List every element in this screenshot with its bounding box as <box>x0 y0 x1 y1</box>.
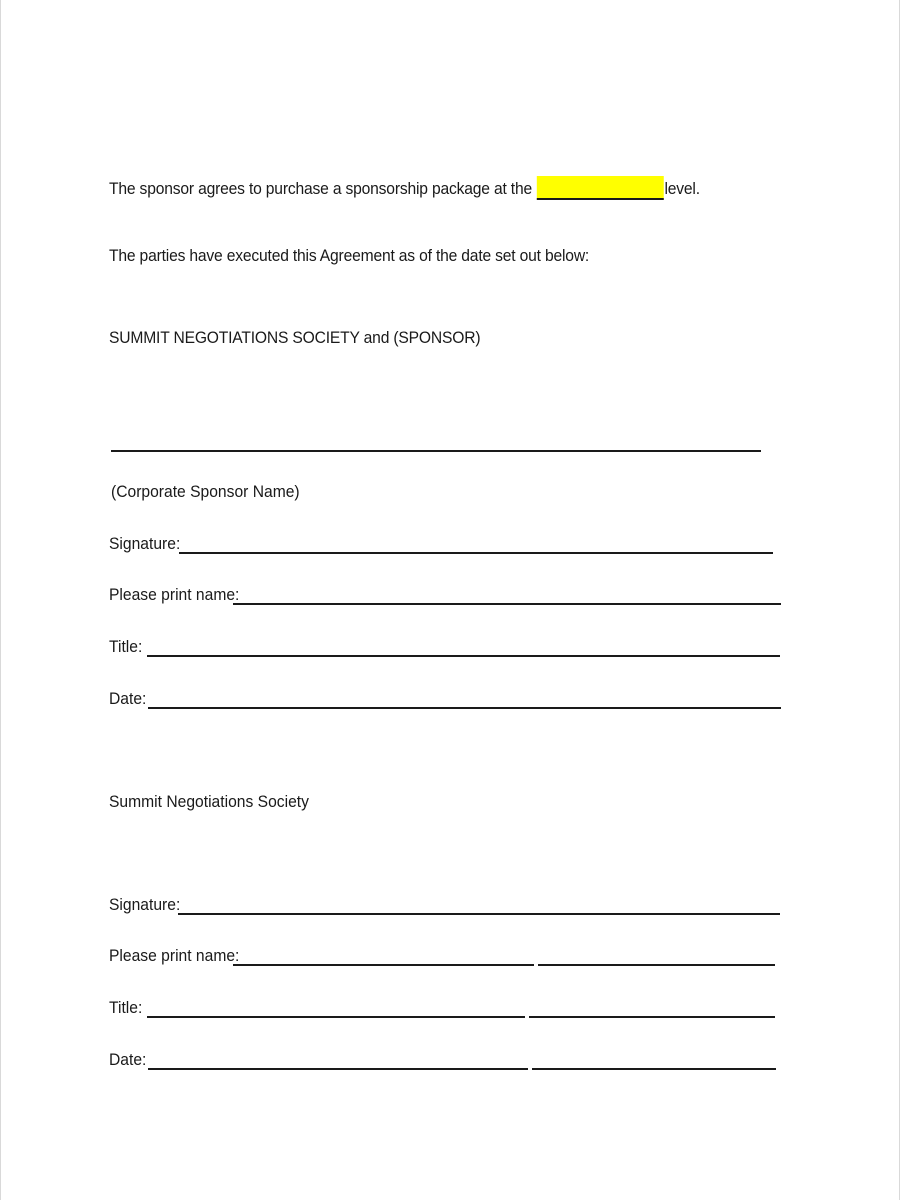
society-print-name-line-left[interactable] <box>233 964 534 966</box>
society-title-line-left[interactable] <box>147 1016 525 1018</box>
sponsor-level-suffix: level. <box>664 179 700 198</box>
sponsor-print-name-label: Please print name: <box>109 585 240 604</box>
sponsor-date-line[interactable] <box>148 707 781 709</box>
sponsor-print-name-line[interactable] <box>233 603 781 605</box>
society-title-label: Title: <box>109 998 143 1017</box>
sponsor-title-label: Title: <box>109 637 143 656</box>
corporate-sponsor-caption: (Corporate Sponsor Name) <box>111 482 300 501</box>
sponsor-level-text: The sponsor agrees to purchase a sponsorship package at the <box>109 179 532 198</box>
society-date-label: Date: <box>109 1050 147 1069</box>
society-title-line-right[interactable] <box>529 1016 775 1018</box>
sponsor-level-blank[interactable] <box>537 176 664 200</box>
society-heading: Summit Negotiations Society <box>109 792 309 811</box>
society-date-line-right[interactable] <box>532 1068 776 1070</box>
society-date-line-left[interactable] <box>148 1068 528 1070</box>
executed-statement: The parties have executed this Agreement as of the date set out below: <box>109 246 590 265</box>
sponsor-signature-label: Signature: <box>109 534 181 553</box>
society-signature-line[interactable] <box>178 913 780 915</box>
sponsor-date-label: Date: <box>109 689 147 708</box>
society-signature-label: Signature: <box>109 895 181 914</box>
sponsor-signature-line[interactable] <box>179 552 773 554</box>
sponsor-level-sentence <box>109 176 700 200</box>
society-print-name-label: Please print name: <box>109 946 240 965</box>
society-print-name-line-right[interactable] <box>538 964 775 966</box>
sponsor-name-line[interactable] <box>111 450 761 452</box>
parties-heading: SUMMIT NEGOTIATIONS SOCIETY and (SPONSOR) <box>109 328 481 347</box>
sponsor-title-line[interactable] <box>147 655 780 657</box>
